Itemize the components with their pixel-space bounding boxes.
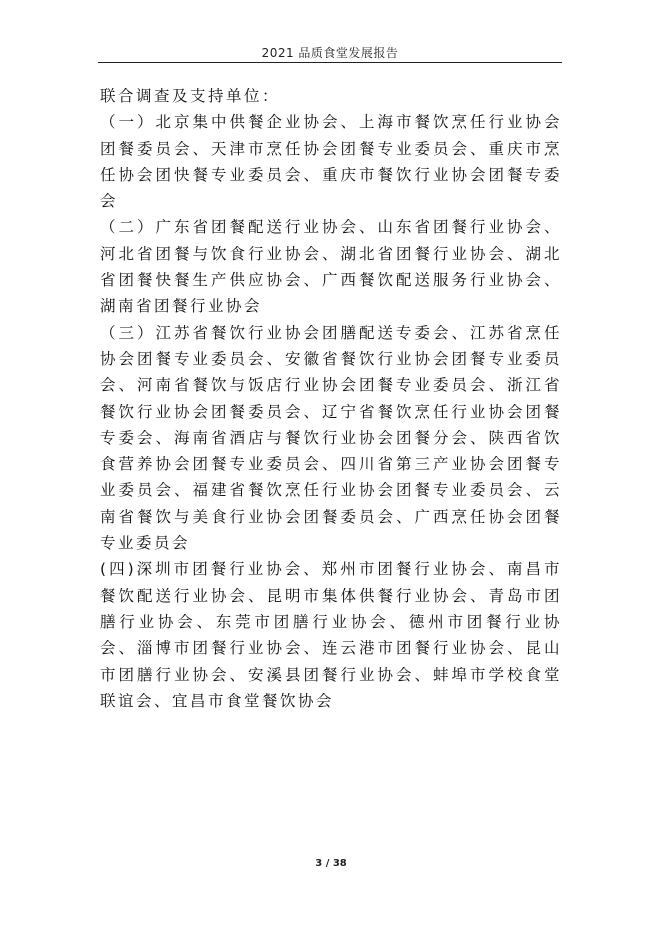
paragraph-group-4: (四)深圳市团餐行业协会、郑州市团餐行业协会、南昌市餐饮配送行业协会、昆明市集体供餐行业协会、青岛市团膳行业协会、东莞市团膳行业协会、德州市团餐行业协会、淄博市团餐行业协会、连云港市团餐行业协会、昆山市团膳行业协会、安溪县团餐行业协会、蚌埠市学校食堂联谊会、宜昌市食堂餐饮协会 — [100, 560, 562, 710]
paragraph-group-1: （一）北京集中供餐企业协会、上海市餐饮烹任行业协会团餐委员会、天津市烹任协会团餐专业委员会、重庆市烹任协会团快餐专业委员会、重庆市餐饮行业协会团餐专委会 — [100, 113, 562, 211]
paragraph-group-2: （二）广东省团餐配送行业协会、山东省团餐行业协会、河北省团餐与饮食行业协会、湖北省团餐行业协会、湖北省团餐快餐生产供应协会、广西餐饮配送服务行业协会、湖南省团餐行业协会 — [100, 218, 562, 316]
page-header-title: 2021 品质食堂发展报告 — [261, 46, 399, 60]
paragraph-group-3: （三）江苏省餐饮行业协会团膳配送专委会、江苏省烹任协会团餐专业委员会、安徽省餐饮行业协会团餐专业委员会、河南省餐饮与饭店行业协会团餐专业委员会、浙江省餐饮行业协会团餐委员会、辽宁省餐饮烹任行业协会团餐专委会、海南省酒店与餐饮行业协会团餐分会、陕西省饮食营养协会团餐专业委员会、四川省第三产业协会团餐专业委员会、福建省餐饮烹任行业协会团餐专业委员会、云南省餐饮与美食行业协会团餐委员会、广西烹任协会团餐专业委员会 — [100, 323, 562, 553]
document-body — [100, 83, 562, 714]
intro-line: 联合调查及支持单位： — [100, 87, 281, 105]
page-number: 3 / 38 — [315, 858, 347, 869]
header-divider — [98, 62, 562, 63]
